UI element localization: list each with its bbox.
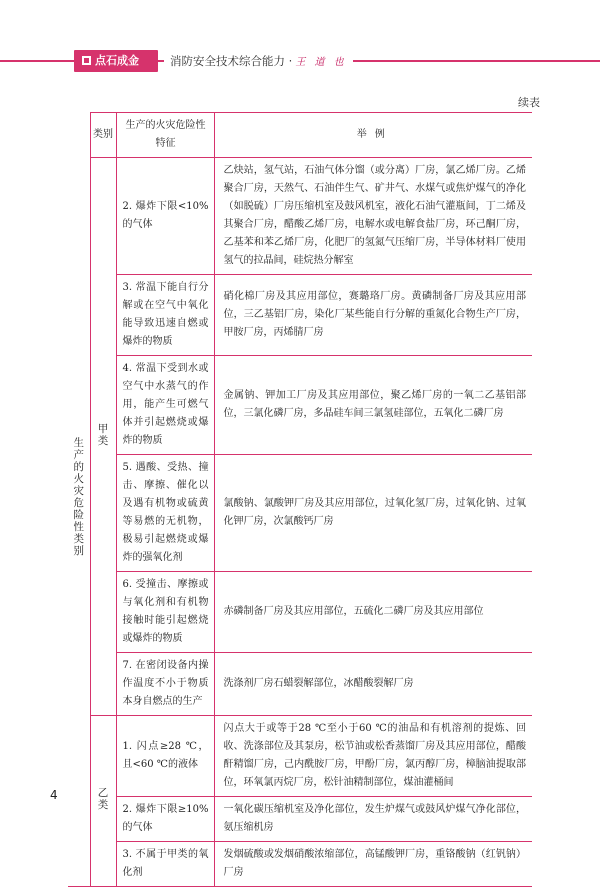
table-row [68,842,532,887]
outer-category-cell [68,113,90,887]
feature-cell: 3. 常温下能自行分解或在空气中氧化能导致迅速自燃或爆炸的物质 [116,275,214,356]
feature-cell: 4. 常温下受到水或空气中水蒸气的作用，能产生可燃气体并引起燃烧或爆炸的物质 [116,356,214,455]
example-cell: 洗涤剂厂房石蜡裂解部位，冰醋酸裂解厂房 [214,653,532,716]
table-row [68,158,532,275]
page-number: 4 [50,788,58,802]
header-feature: 生产的火灾危险性特征 [116,113,214,158]
table-row [68,572,532,653]
book-title [164,50,353,72]
header-example: 举例 [214,113,532,158]
series-logo [74,50,158,72]
category-cell [90,158,116,716]
example-cell: 硝化棉厂房及其应用部位，赛璐珞厂房。黄磷制备厂房及其应用部位，三乙基铝厂房，染化厂某些能自行分解的重氮化合物生产厂房，甲胺厂房，丙烯腈厂房 [214,275,532,356]
feature-cell: 2. 爆炸下限≥10%的气体 [116,797,214,842]
continued-label: 续表 [518,96,540,109]
logo-square-icon [82,56,91,65]
example-cell: 一氧化碳压缩机室及净化部位，发生炉煤气或鼓风炉煤气净化部位，氨压缩机房 [214,797,532,842]
example-cell: 赤磷制备厂房及其应用部位，五硫化二磷厂房及其应用部位 [214,572,532,653]
table-row [68,275,532,356]
category-label: 甲类 [97,422,109,447]
feature-cell: 6. 受撞击、摩擦或与氧化剂和有机物接触时能引起燃烧或爆炸的物质 [116,572,214,653]
category-label: 乙类 [97,787,109,811]
table-header-row [68,113,532,158]
feature-cell: 3. 不属于甲类的氧化剂 [116,842,214,887]
page-header [0,50,600,72]
logo-text: 点石成金 [95,54,139,67]
category-cell [90,716,116,887]
feature-cell: 7. 在密闭设备内操作温度不小于物质本身自燃点的生产 [116,653,214,716]
table-row [68,797,532,842]
example-cell: 氯酸钠、氯酸钾厂房及其应用部位，过氧化氢厂房，过氧化钠、过氧化钾厂房，次氯酸钙厂房 [214,455,532,572]
feature-cell: 5. 遇酸、受热、撞击、摩擦、催化以及遇有机物或硫黄等易燃的无机物，极易引起燃烧或爆炸的强氧化剂 [116,455,214,572]
header-category: 类别 [90,113,116,158]
table-row [68,356,532,455]
example-cell: 金属钠、钾加工厂房及其应用部位，聚乙烯厂房的一氧二乙基铝部位，三氯化磷厂房，多晶硅车间三氯氢硅部位，五氧化二磷厂房 [214,356,532,455]
outer-category-label: 生产的火灾危险性类别 [73,437,84,558]
author-signature: 王 道 也 [295,57,347,68]
example-cell: 发烟硫酸或发烟硝酸浓缩部位，高锰酸钾厂房，重铬酸钠（红钒钠）厂房 [214,842,532,887]
table-row [68,653,532,716]
table-row [68,716,532,797]
book-title-text: 消防安全技术综合能力 · [170,54,293,68]
fire-hazard-table [68,112,532,887]
table-row [68,455,532,572]
feature-cell: 2. 爆炸下限<10%的气体 [116,158,214,275]
example-cell: 乙炔站，氢气站，石油气体分馏（或分离）厂房，氯乙烯厂房。乙烯聚合厂房，天然气、石油伴生气、矿井气、水煤气或焦炉煤气的净化（如脱硫）厂房压缩机室及鼓风机室，液化石油气灌瓶间，丁二烯及其聚合厂房，醋酸乙烯厂房，电解水或电解食盐厂房，环己酮厂房，乙基苯和苯乙烯厂房，化肥厂的氢氮气压缩厂房，半导体材料厂使用氢气的拉晶间，硅烷热分解室 [214,158,532,275]
feature-cell: 1. 闪点≥28 ℃，且<60 ℃的液体 [116,716,214,797]
example-cell: 闪点大于或等于28 ℃至小于60 ℃的油品和有机溶剂的提炼、回收、洗涤部位及其泵房，松节油或松香蒸馏厂房及其应用部位，醋酸酐精馏厂房，己内酰胺厂房，甲酚厂房，氯丙醇厂房，樟脑油提取部位，环氧氯丙烷厂房，松针油精制部位，煤油灌桶间 [214,716,532,797]
